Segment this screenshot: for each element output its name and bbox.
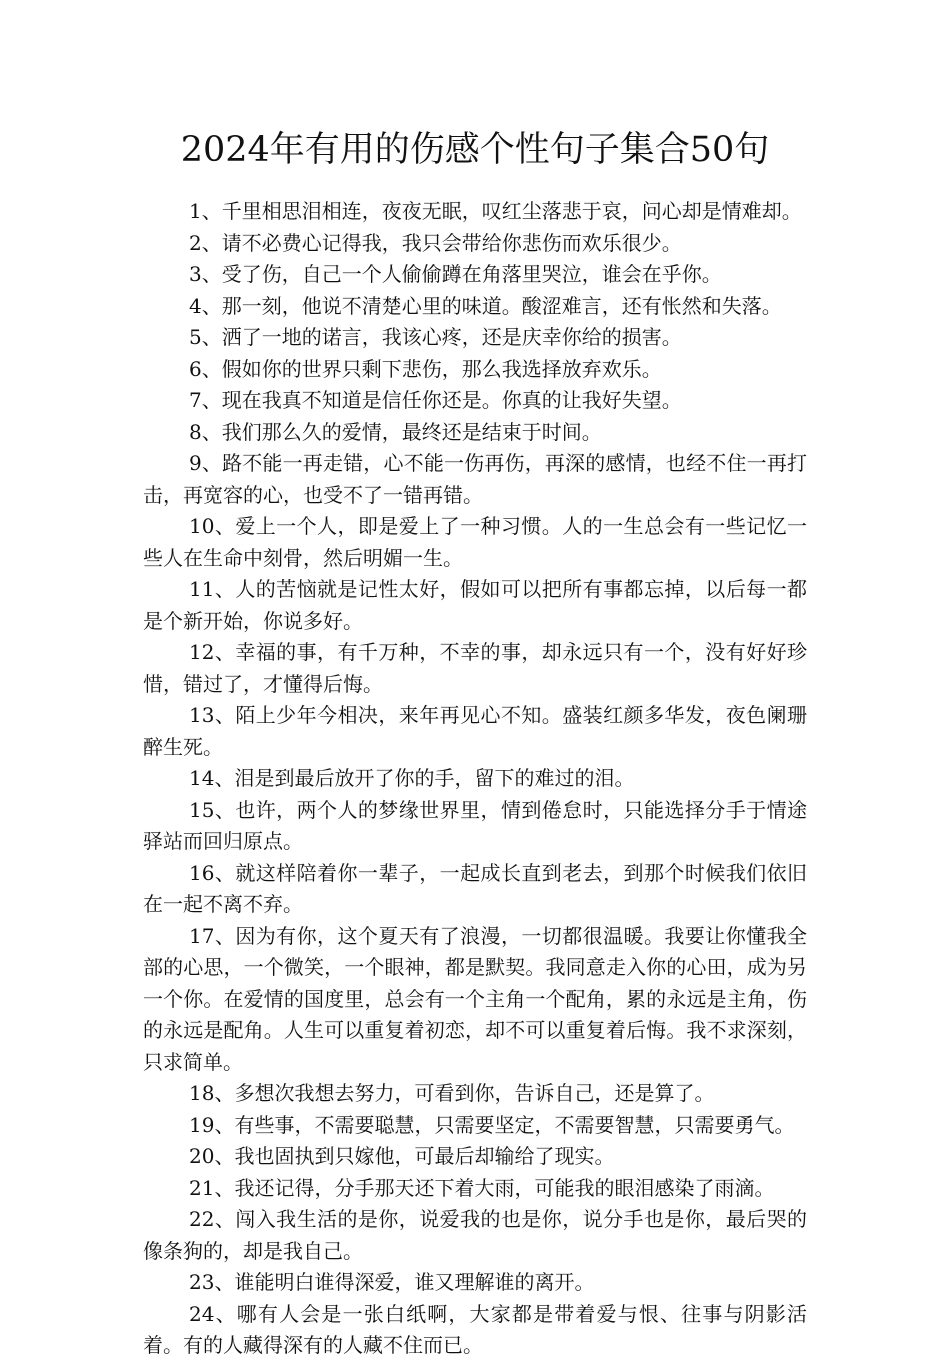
paragraph-10: 10、爱上一个人，即是爱上了一种习惯。人的一生总会有一些记忆一些人在生命中刻骨，然后明媚一生。 bbox=[143, 514, 807, 570]
paragraph-21: 21、我还记得，分手那天还下着大雨，可能我的眼泪感染了雨滴。 bbox=[189, 1175, 775, 1200]
paragraph-8: 8、我们那么久的爱情，最终还是结束于时间。 bbox=[189, 419, 602, 444]
document-title: 2024年有用的伤感个性句子集合50句 bbox=[180, 130, 770, 170]
paragraph-18: 18、多想次我想去努力，可看到你，告诉自己，还是算了。 bbox=[189, 1081, 715, 1105]
paragraph-16: 16、就这样陪着你一辈子，一起成长直到老去，到那个时候我们依旧在一起不离不弃。 bbox=[143, 860, 807, 916]
paragraph-5: 5、洒了一地的诺言，我该心疼，还是庆幸你给的损害。 bbox=[189, 325, 682, 349]
paragraph-14: 14、泪是到最后放开了你的手，留下的难过的泪。 bbox=[189, 766, 635, 790]
paragraph-6: 6、假如你的世界只剩下悲伤，那么我选择放弃欢乐。 bbox=[189, 356, 662, 381]
paragraph-1: 1、千里相思泪相连，夜夜无眠，叹红尘落悲于哀，问心却是情难却。 bbox=[189, 199, 802, 223]
paragraph-23: 23、谁能明白谁得深爱，谁又理解谁的离开。 bbox=[189, 1270, 595, 1294]
paragraph-24: 24、哪有人会是一张白纸啊，大家都是带着爱与恨、往事与阴影活着。有的人藏得深有的人藏不住而已。 bbox=[143, 1301, 807, 1357]
paragraph-20: 20、我也固执到只嫁他，可最后却输给了现实。 bbox=[189, 1144, 615, 1168]
paragraph-17: 17、因为有你，这个夏天有了浪漫，一切都很温暖。我要让你懂我全部的心思，一个微笑，一个眼神，都是默契。我同意走入你的心田，成为另一个你。在爱情的国度里，总会有一个主角一个配角，累的永远是主角，伤的永远是配角。人生可以重复着初恋，却不可以重复着后悔。我不求深刻，只求简单。 bbox=[143, 923, 807, 1074]
document-body bbox=[143, 196, 807, 1362]
paragraph-3: 3、受了伤，自己一个人偷偷蹲在角落里哭泣，谁会在乎你。 bbox=[189, 262, 722, 286]
paragraph-4: 4、那一刻，他说不清楚心里的味道。酸涩难言，还有怅然和失落。 bbox=[189, 293, 782, 318]
paragraph-9: 9、路不能一再走错，心不能一伤再伤，再深的感情，也经不住一再打击，再宽容的心，也受不了一错再错。 bbox=[143, 451, 807, 507]
paragraph-22: 22、闯入我生活的是你，说爱我的也是你，说分手也是你，最后哭的像条狗的，却是我自己。 bbox=[143, 1207, 807, 1263]
paragraph-11: 11、人的苦恼就是记性太好，假如可以把所有事都忘掉，以后每一都是个新开始，你说多好。 bbox=[143, 577, 807, 633]
paragraph-13: 13、陌上少年今相决，来年再见心不知。盛装红颜多华发，夜色阑珊醉生死。 bbox=[143, 703, 807, 759]
paragraph-2: 2、请不必费心记得我，我只会带给你悲伤而欢乐很少。 bbox=[189, 230, 682, 255]
paragraph-15: 15、也许，两个人的梦缘世界里，情到倦怠时，只能选择分手于情途驿站而回归原点。 bbox=[143, 797, 807, 853]
paragraph-12: 12、幸福的事，有千万种，不幸的事，却永远只有一个，没有好好珍惜，错过了，才懂得后悔。 bbox=[143, 640, 807, 696]
paragraph-7: 7、现在我真不知道是信任你还是。你真的让我好失望。 bbox=[189, 388, 682, 412]
paragraph-19: 19、有些事，不需要聪慧，只需要坚定，不需要智慧，只需要勇气。 bbox=[189, 1112, 795, 1137]
